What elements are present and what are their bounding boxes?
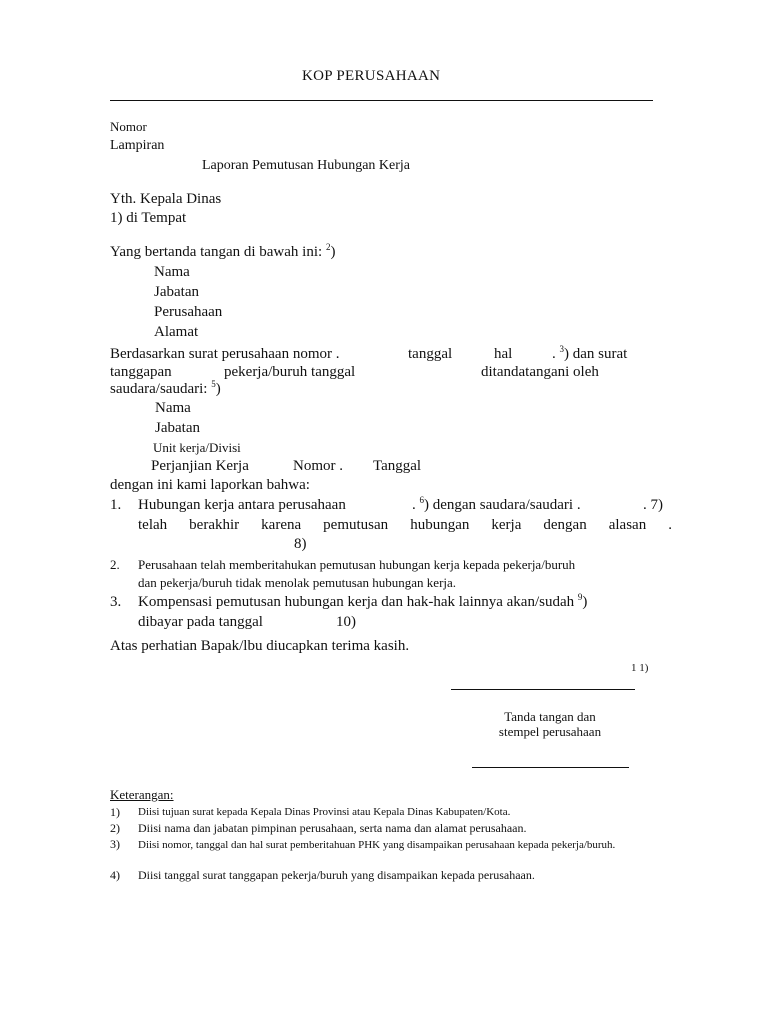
- closing-text: Atas perhatian Bapak/lbu diucapkan terima kasih.: [110, 638, 410, 654]
- item1-a4: . 7): [643, 497, 663, 513]
- item3-line2a: dibayar pada tanggal: [138, 614, 263, 630]
- recipient-line2: 1) di Tempat: [110, 210, 187, 226]
- item3-num: 3.: [110, 594, 122, 610]
- item1-a2: .: [412, 497, 420, 513]
- basis-a5: ) dan surat: [564, 346, 628, 362]
- basis-a4-group: [552, 346, 627, 363]
- signature-caption-1: Tanda tangan dan: [504, 709, 596, 724]
- recipient-line1: Yth. Kepala Dinas: [110, 191, 222, 207]
- basis-b2: pekerja/buruh tanggal: [224, 364, 356, 380]
- item3-line1-text: Kompensasi pemutusan hubungan kerja dan hak-hak lainnya akan/sudah: [138, 594, 578, 610]
- signer-field-alamat: Alamat: [154, 324, 199, 340]
- signature-ref: 1 1): [631, 662, 649, 674]
- item1-line3: 8): [294, 536, 307, 552]
- letterhead-title: KOP PERUSAHAAN: [302, 68, 441, 84]
- item2-line1: Perusahaan telah memberitahukan pemutusan hubungan kerja kepada pekerja/buruh: [138, 557, 576, 572]
- signature-caption-2: stempel perusahaan: [498, 724, 602, 739]
- note-2-text: Diisi nama dan jabatan pimpinan perusahaan, serta nama dan alamat perusahaan.: [138, 821, 527, 835]
- note-3-text: Diisi nomor, tanggal dan hal surat pemberitahuan PHK yang disampaikan perusahaan kepada pekerja/buruh.: [138, 839, 616, 851]
- worker-perjanjian: Perjanjian Kerja: [151, 458, 249, 474]
- footnote-ref-3: 3: [559, 344, 564, 354]
- footnote-ref-6: 6: [419, 495, 424, 505]
- signer-intro-close: ): [330, 244, 336, 260]
- note-1-text: Diisi tujuan surat kepada Kepala Dinas Provinsi atau Kepala Dinas Kabupaten/Kota.: [138, 806, 511, 818]
- worker-nomor: Nomor .: [293, 458, 343, 474]
- worker-field-jabatan: Jabatan: [155, 420, 200, 436]
- basis-a3: hal: [494, 346, 513, 362]
- item3-line2b: 10): [336, 614, 356, 630]
- signature-line-top: [451, 689, 635, 690]
- item1-line2: telah berakhir karena pemutusan hubungan kerja dengan alasan .: [138, 517, 672, 533]
- footnote-ref-2: 2: [325, 242, 331, 252]
- nomor-label: Nomor: [110, 119, 147, 134]
- note-1-num: 1): [110, 805, 120, 819]
- signer-field-jabatan: Jabatan: [154, 284, 199, 300]
- worker-tanggal: Tanggal: [373, 458, 422, 474]
- signer-intro: [110, 244, 335, 261]
- footnote-ref-5: 5: [211, 379, 216, 389]
- notes-title: Keterangan:: [110, 787, 174, 802]
- item1-a2-group: [412, 497, 581, 514]
- basis-a2: tanggal: [408, 346, 453, 362]
- worker-field-unit: Unit kerja/Divisi: [153, 440, 241, 455]
- signer-intro-text: Yang bertanda tangan di bawah ini:: [110, 244, 326, 260]
- item1-a1: Hubungan kerja antara perusahaan: [138, 497, 346, 513]
- item2-line2: dan pekerja/buruh tidak menolak pemutusan hubungan kerja.: [138, 575, 457, 590]
- item3-line1-close: ): [582, 594, 588, 610]
- basis-c1: saudara/saudari:: [110, 381, 212, 397]
- signer-field-nama: Nama: [154, 264, 190, 280]
- basis-a4: .: [552, 346, 560, 362]
- basis-c-close: ): [215, 381, 221, 397]
- perihal-text: Laporan Pemutusan Hubungan Kerja: [202, 158, 410, 173]
- note-2-num: 2): [110, 821, 120, 835]
- note-4-text: Diisi tanggal surat tanggapan pekerja/buruh yang disampaikan kepada perusahaan.: [138, 868, 535, 882]
- signer-field-perusahaan: Perusahaan: [154, 304, 223, 320]
- basis-c: [110, 381, 221, 398]
- signature-line-bottom: [472, 767, 629, 768]
- item1-a3: ) dengan saudara/saudari .: [424, 497, 581, 513]
- item3-line1: [138, 594, 672, 611]
- basis-b3: ditandatangani oleh: [481, 364, 599, 380]
- basis-b1: tanggapan: [110, 364, 172, 380]
- worker-field-nama: Nama: [155, 400, 191, 416]
- basis-a1: Berdasarkan surat perusahaan nomor .: [110, 346, 340, 362]
- note-3-num: 3): [110, 837, 120, 851]
- note-4-num: 4): [110, 868, 120, 882]
- lampiran-label: Lampiran: [110, 138, 165, 153]
- footnote-ref-9: 9: [577, 592, 583, 602]
- item2-num: 2.: [110, 557, 120, 572]
- letterhead-divider: [110, 100, 653, 101]
- report-intro: dengan ini kami laporkan bahwa:: [110, 477, 310, 493]
- item1-num: 1.: [110, 497, 122, 513]
